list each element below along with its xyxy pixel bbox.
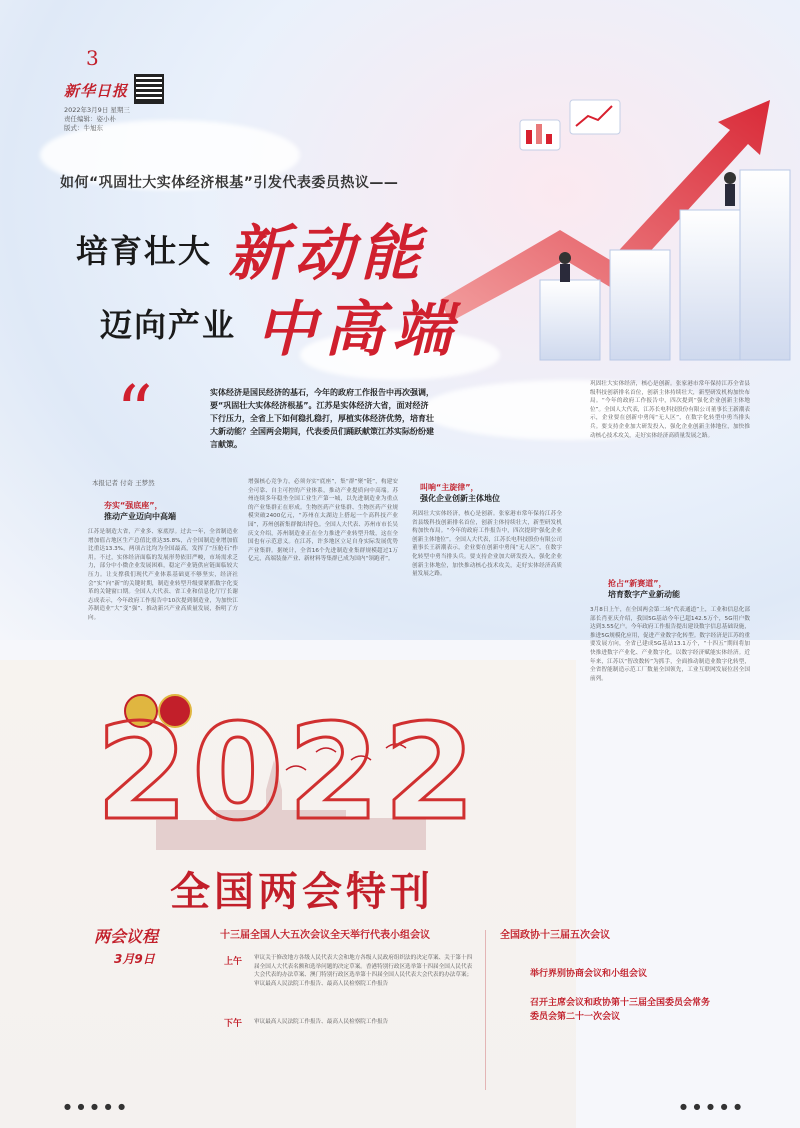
agenda-title: 两会议程 [94, 927, 159, 946]
agenda-date: 3月9日 [114, 952, 155, 966]
registration-marks-right: ● ● ● ● ● [680, 1102, 744, 1111]
headline-lead: 如何“巩固壮大实体经济根基”引发代表委员热议—— [60, 175, 399, 191]
section-2-body: 巩固壮大实体经济，核心是创新。张家港市常年保持江苏全省县级科技创新排名首位，创新主体持续壮大，新型研发机构加快布局。“今年的政府工作报告中，四次提到“强化企业创新主体地位”。全国人大代表，江苏长电科技股份有限公司董事长王新潮表示，企业要在创新中勇闯“无人区”，在数字化转型中勇当排头兵。要支持企业加大研发投入，强化企业创新主体地位，加快推动核心技术攻关，走好实体经济高质量发展之路。 [412, 511, 562, 578]
section-2-title-line1: 叫响“主旋律”， [420, 483, 479, 492]
section-1-title [104, 500, 176, 522]
newspaper-logo: 新华日报 [64, 82, 129, 100]
cppcc-item-2: 召开主席会议和政协第十三届全国委员会常务委员会第二十一次会议 [530, 998, 711, 1022]
section-2-body-cont: 巩固壮大实体经济，核心是创新。张家港市常年保持江苏全省县级科技创新排名首位，创新主体持续壮大，新型研发机构加快布局。“今年的政府工作报告中，四次提到“强化企业创新主体地位”。全国人大代表，江苏长电科技股份有限公司董事长王新潮表示，企业要在创新中勇闯“无人区”，在数字化转型中勇当排头兵。要支持企业加大研发投入，强化企业创新主体地位，加快推动核心技术攻关，走好实体经济高质量发展之路。 [590, 381, 750, 439]
section-3-body: 3月8日上午，在全国两会第二场“代表通道”上，工业和信息化部部长肖亚庆介绍，我国5G基站今年已超142.5万个，5G用户数达到3.55亿户。今年政府工作报告提出建设数字信息基础设施，推进5G规模化应用，促进产业数字化转型。数字经济是江苏的重要发展方向，全省已建成5G基站13.1万个，“十四五”期间将加快推进数字产业化、产业数字化，以数字经济赋能实体经济。近年来，江苏以“智改数转”为抓手，全面推动制造业数字化转型，全省智能制造示范工厂数量全国领先，工业互联网发展位居全国前列。 [590, 607, 750, 682]
dateline [64, 106, 130, 133]
afternoon-agenda: 审议最高人民法院工作报告、最高人民检察院工作报告 [254, 1019, 389, 1025]
section-1-body: 江苏是制造大省，产业多、家底厚。过去一年，全省制造业增加值占地区生产总值比重达35.8%，占全国制造业增加值比重达13.3%，两项占比均为全国最高，发挥了“压舱石”作用。不过，实体经济面临的发展形势依旧严峻，市场需求乏力，部分中小微企业发展困难，稳定产业链供应链面临较大压力。让支撑我们现代产业体系基础更不够坚实，经济社会“实”向“新”的关键时期，制造业转型升级要紧抓数字化变革的关键窗口期。全国人大代表、省工业和信息化厅厅长谢志成表示，今年政府工作报告中10次提到制造业，为加快江苏制造业“大”变“强”、推动新兴产业高质量发展，指明了方向。 [88, 529, 238, 621]
registration-marks-left: ● ● ● ● ● [64, 1102, 128, 1111]
agenda-divider [485, 930, 486, 1090]
agenda-box [64, 920, 748, 1092]
section-3-title-line1: 抢占“新赛道”， [608, 579, 667, 588]
section-3-title-line2: 培育数字产业新动能 [608, 590, 680, 599]
layout-editor: 版式：牛旭东 [64, 124, 103, 132]
date: 2022年3月9日 星期三 [64, 106, 130, 114]
section-1-title-line2: 推动产业迈向中高端 [104, 512, 176, 521]
headline-line1-black: 培育壮大 [76, 232, 213, 270]
cppcc-heading: 全国政协十三届五次会议 [500, 930, 610, 941]
page-number: 3 [86, 46, 99, 70]
section-1-title-line1: 夯实“强底座”， [104, 501, 163, 510]
headline-line1-red: 新动能 [228, 219, 426, 289]
morning-label: 上午 [224, 957, 243, 967]
morning-agenda: 审议关于修改地方各级人民代表大会和地方各级人民政府组织法的决定草案、关于第十四届全国人大代表名额和选举问题的决定草案。香港特别行政区选举第十四届全国人民代表大会代表的办法草案、澳门特别行政区选举第十四届全国人民代表大会代表的办法草案；审议最高人民法院工作报告、最高人民检察院工作报告 [254, 955, 473, 987]
special-title: 全国两会特刊 [170, 869, 434, 915]
qr-code-icon [134, 74, 164, 104]
byline: 本报记者 付奇 王梦然 [92, 479, 155, 487]
npc-heading: 十三届全国人大五次会议全天举行代表小组会议 [220, 930, 430, 941]
article-summary: 实体经济是国民经济的基石，今年的政府工作报告中再次强调，要“巩固壮大实体经济根基”。江苏是实体经济大省，面对经济下行压力，全省上下如何稳扎稳打，厚植实体经济优势，培育壮大新动能？全国两会期间，代表委员们踊跃献策江苏实际纷纷建言献策。 [210, 388, 434, 449]
quote-mark-icon: “ [116, 370, 153, 454]
section-3-title [608, 578, 680, 600]
section-2-title [420, 482, 500, 504]
section-1-body-cont: 增强核心竞争力，必须夯实“底座”，集“群”聚“链”，构建安全可靠、自主可控的产业体系，推动产业提质向中高端。苏州连续多年稳坐全国工业生产第一城，以先进制造业为重点的产业集群正在形成。生物医药产业集群、生物医药产业规模突破2400亿元，“苏州在太湖边上搭起一个高科技产业园”，苏州创新集群做出特色。全国人大代表、苏州市市长吴庆文介绍，苏州制造业正在全力推进产业转型升级，这在全国也有示范意义。在江苏，许多地区立足自身实际发展优势产业集群。据统计，全省16个先进制造业集群规模超过1万亿元，高端装备产业、新材料等集群已成为国内“领跑者”。 [248, 479, 398, 563]
growth-chart-illustration [400, 60, 800, 390]
editor: 责任编辑：姿小朴 [64, 115, 116, 123]
section-2-title-line2: 强化企业创新主体地位 [420, 494, 500, 503]
headline-line2-black: 迈向产业 [100, 306, 237, 344]
cppcc-item-1: 举行界别协商会议和小组会议 [530, 969, 648, 979]
headline-line2-red: 中高端 [256, 295, 460, 365]
special-year: 2022 [96, 696, 480, 850]
afternoon-label: 下午 [224, 1019, 243, 1029]
